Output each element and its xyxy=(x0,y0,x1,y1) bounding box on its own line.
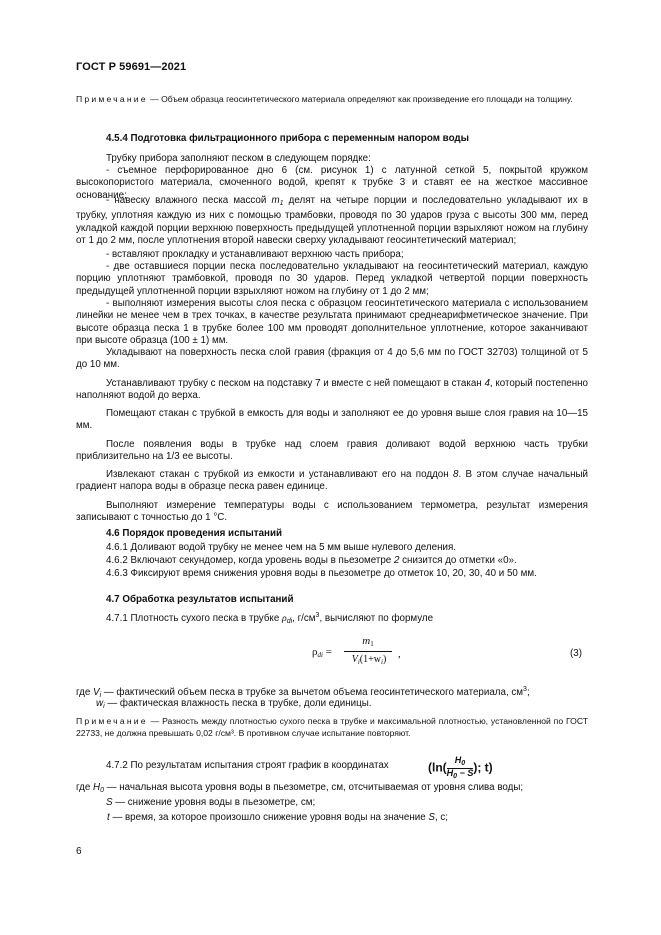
list-item: 4.6.2 Включают секундомер, когда уровень воды в пьезометре 2 снизится до отметки «0». xyxy=(106,555,517,566)
document-header: ГОСТ Р 59691—2021 xyxy=(76,61,187,73)
list-item: 4.6.1 Доливают водой трубку не менее чем на 5 мм выше нулевого деления. xyxy=(106,542,456,553)
note-volume xyxy=(76,93,588,105)
paragraph: - вставляют прокладку и устанавливают верхнюю часть прибора; xyxy=(106,249,404,260)
section-4-7-title: 4.7 Обработка результатов испытаний xyxy=(106,594,294,605)
paragraph: Укладывают на поверхность песка слой гравия (фракция от 4 до 5,6 мм по ГОСТ 32703) толщиной от 5 до 10 мм. xyxy=(76,347,588,371)
paragraph: После появления воды в трубке над слоем гравия доливают водой верхнюю часть трубки приблизительно на 1/3 ее высоты. xyxy=(76,439,588,463)
coordinate-expression: (ln( $\frac{H_0}{H_0 - S}$ ); t) xyxy=(428,755,493,780)
paragraph: - выполняют измерения высоты слоя песка с образцом геосинтетического материала с использованием линейки не менее чем в трех точках, в качестве результата принимают среднеарифметическое значение. При высоте образца песка 1 в трубке более 100 мм проводят дополнительное уплотнение, которое заканчивают при высоте образца (100 ± 1) мм. xyxy=(76,298,588,346)
where-item: $w_i$ — фактическая влажность песка в трубке, доли единицы. xyxy=(96,698,372,710)
note-label: Примечание xyxy=(76,716,148,726)
formula-numerator: $m_1$ xyxy=(362,635,374,648)
paragraph: Выполняют измерение температуры воды с использованием термометра, результат измерения записывают с точностью до 1 °С. xyxy=(76,500,588,524)
where-item: где $H_0$ — начальная высота уровня воды в пьезометре, см, отсчитываемая от уровня слива воды; xyxy=(76,782,524,794)
note-label: Примечание xyxy=(76,94,148,104)
where-item: t — время, за которое произошло снижение уровня воды на значение S, с; xyxy=(107,812,449,823)
paragraph: Извлекают стакан с трубкой из емкости и устанавливают его на поддон 8. В этом случае начальный градиент напора воды в образце песка равен единице. xyxy=(76,469,588,493)
paragraph: - съемное перфорированное дно 6 (см. рисунок 1) с латунной сеткой 5, покрытой кружком высокопористого материала, смоченного водой, крепят к трубке 3 и ставят ее на жесткое массивное основание; xyxy=(76,165,588,201)
paragraph: Устанавливают трубку с песком на подставку 7 и вместе с ней помещают в стакан 4, который постепенно наполняют водой до верха. xyxy=(76,378,588,402)
list-item: 4.7.1 Плотность сухого песка в трубке $\rho_{di}$, $г/см^3$, вычисляют по формуле xyxy=(106,612,434,625)
formula-denominator: $V_i(1+w_i)$ xyxy=(351,654,387,666)
list-item: 4.7.2 По результатам испытания строят график в координатах xyxy=(106,760,389,771)
formula-lhs: $\rho_{di}$ = xyxy=(312,646,332,659)
list-item: 4.6.3 Фиксируют время снижения уровня воды в пьезометре до отметок 10, 20, 30, 40 и 50 мм. xyxy=(106,568,537,579)
note-text: — Объем образца геосинтетического материала определяют как произведение его площади на толщину. xyxy=(147,94,573,104)
document-page: ГОСТ Р 59691—2021 Примечание — Объем образца геосинтетического материала определяют как произведение его площади на толщину. 4.5.4 Подготовка фильтрационного прибора с переменным напором воды Трубку прибора заполняют песком в следующем порядке: - съемное перфорированное дно 6 (см. рисунок 1) с латунной сеткой 5, покрытой кружком высокопористого материала, смоченного водой, крепят к трубке 3 и ставят ее на жесткое массивное основание; - навеску влажного песка массой $m_1$ делят на четыре порции и последовательно укладывают их в трубку, уплотняя каждую из них с помощью трамбовки, проводя по 30 ударов груза с высоты 300 мм, перед укладкой каждой порции верхнюю поверхность предыдущей уплотненной порции взрыхляют ножом на глубину от 1 до 2 мм, после уплотнения второй навески сверху укладывают геосинтетический материал; - вставляют прокладку и устанавливают верхнюю часть прибора; - две оставшиеся порции песка последовательно укладывают на геосинтетический материал, каждую порцию уплотняют трамбовкой, проводя по 30 ударов. Перед укладкой четвертой порции поверхность предыдущей уплотненной порции взрыхляют ножом на глубину от 1 до 2 мм; - выполняют измерения высоты слоя песка с образцом геосинтетического материала с использованием линейки не менее чем в трех точках, в качестве результата принимают среднеарифметическое значение. При высоте образца песка 1 в трубке более 100 мм проводят дополнительное уплотнение, которое заканчивают при высоте образца (100 ± 1) мм. Укладывают на поверхность песка слой гравия (фракция от 4 до 5,6 мм по ГОСТ 32703) толщиной от 5 до 10 мм. Устанавливают трубку с песком на подставку 7 и вместе с ней помещают в стакан 4, который постепенно наполняют водой до верха. Помещают стакан с трубкой в емкость для воды и заполняют ее до уровня выше слоя гравия на 10—15 мм. После появления воды в трубке над слоем гравия доливают водой верхнюю часть трубки приблизительно на 1/3 ее высоты. Извлекают стакан с трубкой из емкости и устанавливают его на поддон 8. В этом случае начальный градиент напора воды в образце песка равен единице. Выполняют измерение температуры воды с использованием термометра, результат измерения записывают с точностью до 1 °С. 4.6 Порядок проведения испытаний 4.6.1 Доливают водой трубку не менее чем на 5 мм выше нулевого деления. 4.6.2 Включают секундомер, когда уровень воды в пьезометре 2 снизится до отметки «0». 4.6.3 Фиксируют время снижения уровня воды в пьезометре до отметок 10, 20, 30, 40 и 50 мм. 4.7 Обработка результатов испытаний 4.7.1 Плотность сухого песка в трубке $\rho_{di}$, $г/см^3$, вычисляют по формуле $\rho_{di}$ = $m_1$ $V_i(1+w_i)$ , (3) где $V_i$ — фактический объем песка в трубке за вычетом объема геосинтетического материала, $см^3$; $w_i$ — фактическая влажность песка в трубке, доли единицы. Примечание — Разность между плотностью сухого песка в трубке и максимальной плотностью, установленной по ГОСТ 22733, не должна превышать 0,02 г/см³. В противном случае испытание повторяют. 4.7.2 По результатам испытания строят график в координатах (ln( $\frac{H_0}{H_0 - S}$ ); t) где $H_0$ — начальная высота уровня воды в пьезометре, см, отсчитываемая от уровня слива воды; S — снижение уровня воды в пьезометре, см; t — время, за которое произошло снижение уровня воды на значение S, с; 6 xyxy=(76,61,588,857)
where-item: S — снижение уровня воды в пьезометре, см; xyxy=(106,797,316,808)
paragraph: - две оставшиеся порции песка последовательно укладывают на геосинтетический материал, каждую порцию уплотняют трамбовкой, проводя по 30 ударов. Перед укладкой четвертой порции поверхность предыдущей уплотненной порции взрыхляют ножом на глубину от 1 до 2 мм; xyxy=(76,261,588,297)
paragraph: - навеску влажного песка массой $m_1$ делят на четыре порции и последовательно укладывают их в трубку, уплотняя каждую из них с помощью трамбовки, проводя по 30 ударов груза с высоты 300 мм, перед укладкой каждой порции верхнюю поверхность предыдущей уплотненной порции взрыхляют ножом на глубину от 1 до 2 мм, после уплотнения второй навески сверху укладывают геосинтетический материал; xyxy=(76,195,588,246)
equation-number: (3) xyxy=(570,648,582,659)
where-item: где $V_i$ — фактический объем песка в трубке за вычетом объема геосинтетического материала, $см^3$; xyxy=(76,686,530,699)
paragraph: Трубку прибора заполняют песком в следующем порядке: xyxy=(106,153,371,164)
paragraph: Помещают стакан с трубкой в емкость для воды и заполняют ее до уровня выше слоя гравия на 10—15 мм. xyxy=(76,408,588,432)
section-4-5-4-title: 4.5.4 Подготовка фильтрационного прибора с переменным напором воды xyxy=(106,133,470,144)
fraction-bar xyxy=(344,651,392,652)
page-number: 6 xyxy=(76,846,82,857)
section-4-6-title: 4.6 Порядок проведения испытаний xyxy=(106,528,283,539)
note-density xyxy=(76,715,588,739)
note-text: — Разность между плотностью сухого песка в трубке и максимальной плотностью, установленной по ГОСТ 22733, не должна превышать 0,02 г/см³. В противном случае испытание повторяют. xyxy=(76,716,588,738)
